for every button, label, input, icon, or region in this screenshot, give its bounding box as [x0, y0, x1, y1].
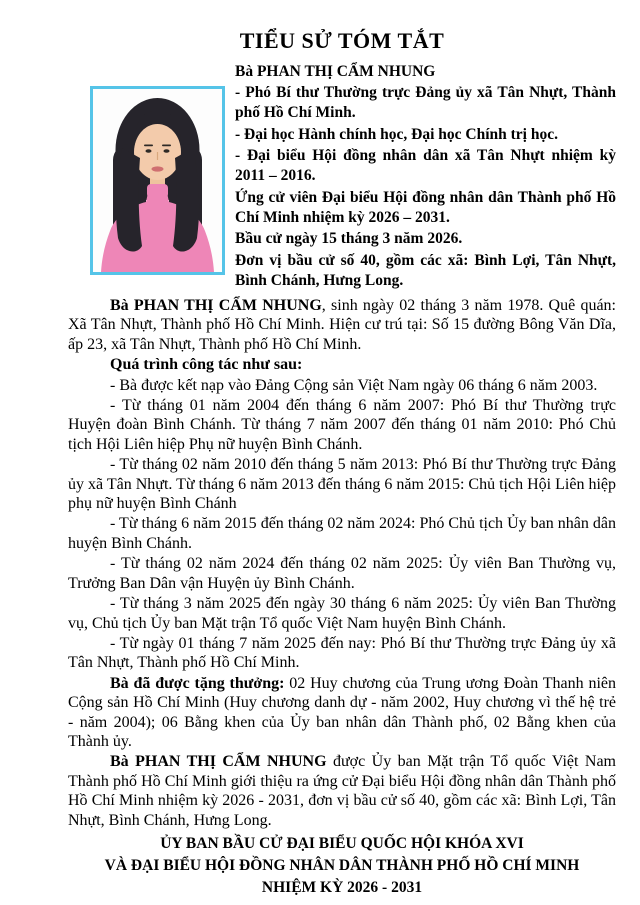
paragraph-text: - Bà được kết nạp vào Đảng Cộng sản Việt Nam ngày 06 tháng 6 năm 2003. — [110, 376, 598, 394]
eyebrow-right — [162, 145, 171, 147]
footer-line-council: VÀ ĐẠI BIỂU HỘI ĐỒNG NHÂN DÂN THÀNH PHỐ HỒ CHÍ MINH — [104, 856, 580, 874]
bio-paragraph — [68, 514, 616, 553]
eyebrow-left — [144, 145, 153, 147]
hair-front-left — [116, 148, 142, 252]
footer-line-committee: ỦY BAN BẦU CỬ ĐẠI BIỂU QUỐC HỘI KHÓA XVI — [160, 834, 524, 852]
bio-paragraph — [68, 376, 616, 395]
eye-left — [146, 149, 152, 153]
header-info-line: Đơn vị bầu cử số 40, gồm các xã: Bình Lợi, Tân Nhựt, Bình Chánh, Hưng Long. — [235, 251, 616, 289]
paragraph-lead: Bà PHAN THỊ CẨM NHUNG — [110, 297, 322, 314]
bio-paragraph — [68, 752, 616, 830]
paragraph-lead: Bà PHAN THỊ CẨM NHUNG — [110, 753, 327, 771]
bio-paragraph — [68, 455, 616, 513]
page-title: TIỂU SỬ TÓM TẮT — [239, 28, 445, 53]
bio-paragraph — [68, 396, 616, 454]
hair-front-right — [173, 148, 199, 252]
paragraph-text: - Từ tháng 3 năm 2025 đến ngày 30 tháng 6 năm 2025: Ủy viên Ban Thường vụ, Chủ tịch Ủy ban Mặt trận Tổ quốc Việt Nam huyện Bình Chánh. — [68, 595, 616, 632]
bio-paragraph — [68, 674, 616, 752]
portrait-photo-illustration — [90, 86, 225, 275]
paragraph-lead: Bà đã được tặng thưởng: — [110, 674, 285, 692]
bio-paragraph — [68, 296, 616, 354]
candidate-photo — [90, 86, 225, 275]
header-info-line: - Đại biểu Hội đồng nhân dân xã Tân Nhựt nhiệm kỳ 2011 – 2016. — [235, 147, 616, 184]
header-info-line: - Đại học Hành chính học, Đại học Chính trị học. — [235, 125, 558, 143]
header-info-line: Bầu cử ngày 15 tháng 3 năm 2026. — [235, 230, 463, 247]
header-info-line: - Phó Bí thư Thường trực Đảng ủy xã Tân Nhựt, Thành phố Hồ Chí Minh. — [235, 84, 616, 121]
paragraph-lead: Quá trình công tác như sau: — [110, 356, 303, 374]
candidate-name: Bà PHAN THỊ CẨM NHUNG — [235, 63, 436, 80]
paragraph-text: - Từ tháng 02 năm 2010 đến tháng 5 năm 2013: Phó Bí thư Thường trực Đảng ủy xã Tân Nhựt. Từ tháng 6 năm 2013 đến tháng 6 năm 2015: Chủ tịch Hội Liên hiệp phụ nữ huyện Bình Chánh — [68, 456, 616, 513]
paragraph-text: - Từ tháng 6 năm 2015 đến tháng 02 năm 2024: Phó Chủ tịch Ủy ban nhân dân huyện Bình Chánh. — [68, 515, 616, 552]
bio-paragraph — [68, 594, 616, 633]
bio-paragraph — [68, 554, 616, 593]
footer-line-term: NHIỆM KỲ 2026 - 2031 — [261, 878, 423, 896]
bio-paragraph — [68, 355, 616, 374]
paragraph-text: được Ủy ban Mặt trận Tổ quốc Việt Nam Thành phố Hồ Chí Minh giới thiệu ra ứng cử Đại biểu Hội đồng nhân dân Thành phố Hồ Chí Minh nhiệm kỳ 2026 - 2031, đơn vị bầu cử số 40, gồm các xã: Bình Lợi, Tân Nhựt, Bình Chánh, Hưng Long. — [68, 753, 616, 829]
bio-paragraph — [68, 634, 616, 673]
paragraph-text: 02 Huy chương của Trung ương Đoàn Thanh niên Cộng sản Hồ Chí Minh (Huy chương danh dự - năm 2002, Huy chương vì thế hệ trẻ - năm 2004); 06 Bằng khen của Ủy ban nhân dân Thành phố, 02 Bằng khen của Thành ủy. — [68, 674, 616, 750]
paragraph-text: - Từ ngày 01 tháng 7 năm 2025 đến nay: Phó Bí thư Thường trực Đảng ủy xã Tân Nhựt, Thành phố Hồ Chí Minh. — [68, 634, 616, 672]
paragraph-text: , sinh ngày 02 tháng 3 năm 1978. Quê quán: Xã Tân Nhựt, Thành phố Hồ Chí Minh. Hiện cư trú tại: Số 15 đường Bông Văn Dĩa, ấp 23, xã Tân Nhựt, Thành phố Hồ Chí Minh. — [68, 297, 616, 353]
candidate-summary — [235, 62, 616, 292]
paragraph-text: - Từ tháng 01 năm 2004 đến tháng 6 năm 2007: Phó Bí thư Thường trực Huyện đoàn Bình Chánh. Từ tháng 7 năm 2007 đến tháng 01 năm 2010: Phó Chủ tịch Hội Liên hiệp Phụ nữ huyện Bình Chánh. — [68, 397, 616, 453]
mouth — [152, 166, 164, 171]
eye-right — [164, 149, 170, 153]
biography-body — [68, 296, 616, 830]
header-section — [68, 62, 616, 292]
footer-section — [68, 833, 616, 899]
header-info-line: Ứng cử viên Đại biểu Hội đồng nhân dân Thành phố Hồ Chí Minh nhiệm kỳ 2026 – 2031. — [235, 188, 616, 226]
paragraph-text: - Từ tháng 02 năm 2024 đến tháng 02 năm 2025: Ủy viên Ban Thường vụ, Trưởng Ban Dân vận Huyện ủy Bình Chánh. — [68, 555, 616, 592]
